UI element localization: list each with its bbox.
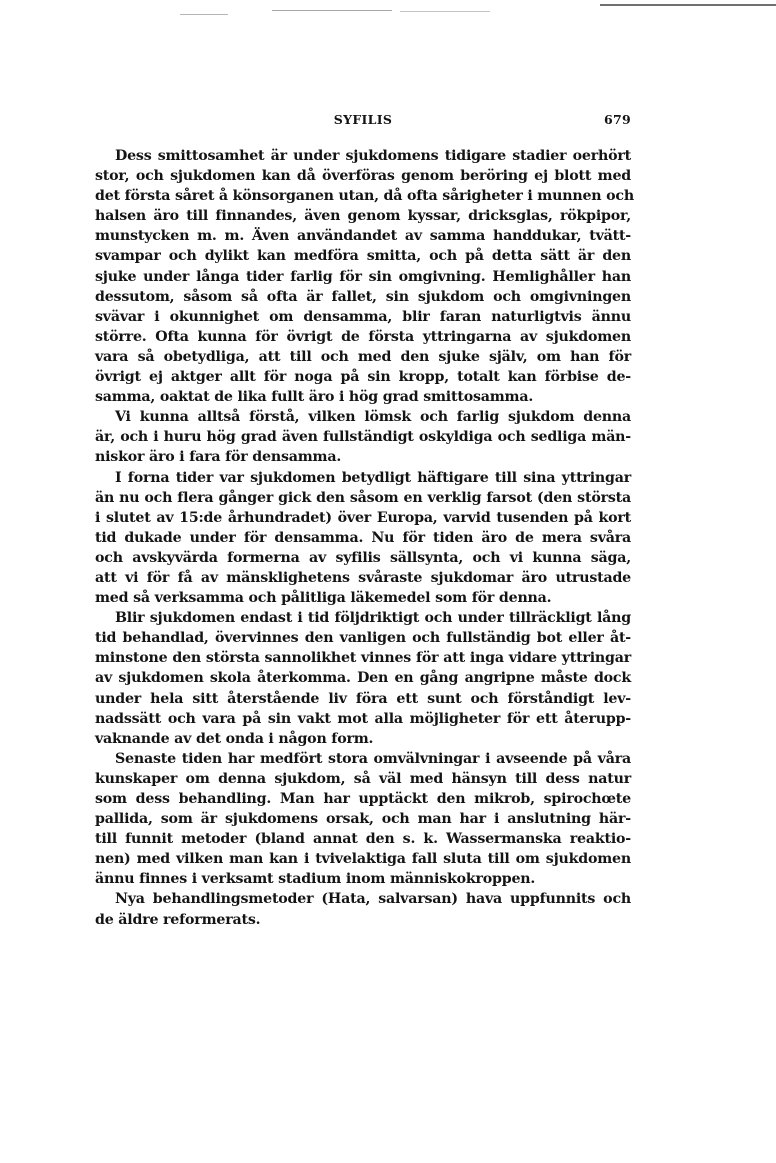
text-line: det första såret å könsorganen utan, då ofta sårigheter i munnen och [95,188,634,205]
text-line: större. Ofta kunna för övrigt de första yttringarna av sjukdomen [95,328,631,345]
text-line: att vi för få av mänsklighetens svåraste sjukdomar äro utrustade [95,569,631,586]
text-line: vara så obetydliga, att till och med den sjuke själv, om han för [95,348,631,365]
text-line: under hela sitt återstående liv föra ett sunt och förståndigt lev- [95,690,631,707]
text-line: Dess smittosamhet är under sjukdomens tidigare stadier oerhört [115,148,631,164]
text-line: Vi kunna alltså förstå, vilken lömsk och farlig sjukdom denna [115,409,631,426]
text-line: i slutet av 15:de århundradet) över Europa, varvid tusenden på kort [95,509,631,526]
text-line: än nu och flera gånger gick den såsom en verklig farsot (den största [95,489,631,506]
text-line: tid behandlad, övervinnes den vanligen och fullständig bot eller åt- [95,630,631,647]
text-line: som dess behandling. Man har upptäckt den mikrob, spirochœte [95,791,631,807]
book-page [95,112,634,930]
text-line: halsen äro till finnandes, även genom kyssar, dricksglas, rökpipor, [95,208,631,225]
paragraph [95,749,631,890]
paragraph [95,608,631,749]
text-line: nadssätt och vara på sin vakt mot alla möjligheter för ett återupp- [95,710,631,727]
text-line: ännu finnes i verksamt stadium inom människokroppen. [95,871,536,888]
text-line: med så verksamma och pålitliga läkemedel som för denna. [95,590,552,607]
text-line: minstone den största sannolikhet vinnes för att inga vidare yttringar [95,650,631,667]
running-title: SYFILIS [333,112,393,127]
text-line: pallida, som är sjukdomens orsak, och man har i anslutning här- [95,811,631,828]
scan-edge-mark [180,14,228,15]
text-line: niskor äro i fara för densamma. [95,449,342,466]
text-line: svävar i okunnighet om densamma, blir faran naturligtvis ännu [95,308,631,325]
text-line: dessutom, såsom så ofta är fallet, sin sjukdom och omgivningen [95,288,631,305]
text-line: Blir sjukdomen endast i tid följdriktigt och under tillräckligt lång [115,610,631,627]
text-line: av sjukdomen skola återkomma. Den en gång angripne måste dock [95,670,631,687]
paragraph [95,468,631,609]
text-line: de äldre reformerats. [95,911,261,928]
scan-edge-mark [272,10,392,11]
text-line: svampar och dylikt kan medföra smitta, och på detta sätt är den [95,248,631,265]
text-line: nen) med vilken man kan i tvivelaktiga fall sluta till om sjukdomen [95,851,631,868]
paragraph [95,146,634,407]
text-line: I forna tider var sjukdomen betydligt häftigare till sina yttringar [115,469,631,486]
paragraph [95,889,631,929]
text-line: Nya behandlingsmetoder (Hata, salvarsan) hava uppfunnits och [115,891,631,908]
text-line: är, och i huru hög grad även fullständigt oskyldiga och sedliga män- [95,429,631,446]
running-head [95,112,631,134]
scan-edge-mark [400,11,490,12]
paragraph [95,407,631,467]
text-line: kunskaper om denna sjukdom, så väl med hänsyn till dess natur [95,770,631,787]
text-line: tid dukade under för densamma. Nu för tiden äro de mera svåra [95,529,631,546]
body-text [95,146,634,930]
text-line: samma, oaktat de lika fullt äro i hög grad smittosamma. [95,389,534,406]
text-line: och avskyvärda formerna av syfilis sällsynta, och vi kunna säga, [95,549,631,566]
text-line: sjuke under långa tider farlig för sin omgivning. Hemlighåller han [95,268,631,285]
text-line: munstycken m. m. Även användandet av samma handdukar, tvätt- [95,228,631,245]
text-line: Senaste tiden har medfört stora omvälvningar i avseende på våra [115,750,631,767]
text-line: till funnit metoder (bland annat den s. k. Wassermanska reaktio- [95,831,631,848]
text-line: stor, och sjukdomen kan då överföras genom beröring ej blott med [95,168,631,185]
scan-edge-mark [600,4,776,6]
text-line: övrigt ej aktger allt för noga på sin kropp, totalt kan förbise de- [95,369,631,386]
page-number: 679 [604,112,631,127]
text-line: vaknande av det onda i någon form. [95,730,374,747]
